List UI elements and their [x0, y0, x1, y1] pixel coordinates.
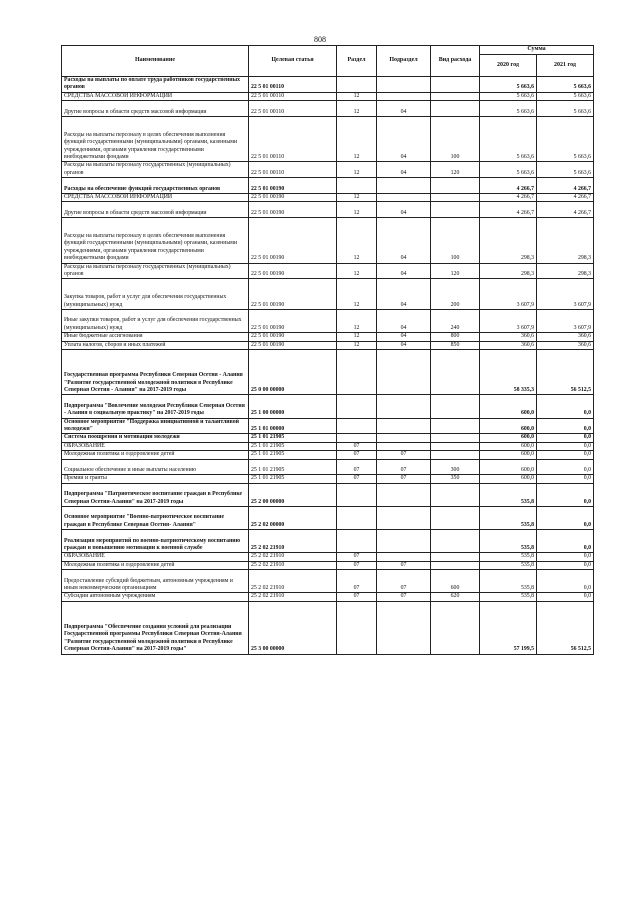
cell-subsection [377, 395, 431, 418]
cell-target: 22 5 01 00110 [249, 117, 337, 162]
cell-section: 07 [337, 442, 377, 450]
cell-expense-type: 300 [431, 459, 480, 475]
cell-subsection: 07 [377, 459, 431, 475]
cell-section [337, 350, 377, 395]
cell-name: ОБРАЗОВАНИЕ [62, 553, 249, 561]
cell-section: 07 [337, 570, 377, 593]
cell-subsection: 07 [377, 593, 431, 601]
cell-subsection: 04 [377, 333, 431, 341]
cell-expense-type [431, 434, 480, 442]
cell-2020: 5 663,6 [480, 117, 537, 162]
cell-section: 12 [337, 202, 377, 218]
header-section: Раздел [337, 46, 377, 77]
cell-2020: 4 266,7 [480, 202, 537, 218]
cell-target: 25 1 01 21905 [249, 459, 337, 475]
cell-2020: 3 607,9 [480, 310, 537, 333]
table-row [62, 601, 594, 654]
cell-2020: 600,0 [480, 451, 537, 459]
cell-name: Уплата налогов, сборов и иных платежей [62, 341, 249, 349]
cell-target: 25 2 02 21910 [249, 570, 337, 593]
cell-section: 12 [337, 263, 377, 279]
cell-2021: 0,0 [537, 459, 594, 475]
cell-2021: 0,0 [537, 570, 594, 593]
header-target: Целевая статья [249, 46, 337, 77]
cell-subsection: 04 [377, 117, 431, 162]
cell-expense-type [431, 92, 480, 100]
cell-section: 12 [337, 218, 377, 263]
table-row [62, 279, 594, 310]
cell-name: Расходы на выплаты персоналу государственных (муниципальных) органов [62, 162, 249, 178]
cell-2021: 4 266,7 [537, 178, 594, 194]
budget-table [61, 45, 594, 655]
cell-name: Подпрограмма "Патриотическое воспитание граждан в Республике Северная Осетия-Алания" на 2017-2019 годы [62, 483, 249, 506]
cell-subsection: 04 [377, 279, 431, 310]
table-row [62, 101, 594, 117]
cell-name: Расходы на обеспечение функций государственных органов [62, 178, 249, 194]
table-row [62, 483, 594, 506]
cell-2021: 5 663,6 [537, 162, 594, 178]
cell-target: 22 5 01 00190 [249, 218, 337, 263]
cell-target: 25 1 01 21905 [249, 475, 337, 483]
cell-expense-type: 800 [431, 333, 480, 341]
cell-2020: 57 199,5 [480, 601, 537, 654]
cell-target: 25 1 00 00000 [249, 395, 337, 418]
cell-subsection: 04 [377, 341, 431, 349]
cell-2020: 535,8 [480, 507, 537, 530]
table-row [62, 333, 594, 341]
cell-section: 12 [337, 92, 377, 100]
cell-2021: 56 512,5 [537, 601, 594, 654]
cell-2020: 58 335,3 [480, 350, 537, 395]
cell-expense-type: 850 [431, 341, 480, 349]
table-row [62, 530, 594, 553]
cell-2020: 360,6 [480, 341, 537, 349]
cell-expense-type: 100 [431, 218, 480, 263]
cell-subsection [377, 530, 431, 553]
cell-target: 25 0 00 00000 [249, 350, 337, 395]
cell-2020: 535,8 [480, 561, 537, 569]
cell-name: Расходы на выплаты по оплате труда работников государственных органов [62, 77, 249, 93]
cell-2020: 535,8 [480, 530, 537, 553]
table-row [62, 442, 594, 450]
cell-expense-type [431, 530, 480, 553]
cell-section: 12 [337, 341, 377, 349]
cell-2021: 360,6 [537, 341, 594, 349]
cell-section [337, 418, 377, 434]
cell-expense-type [431, 202, 480, 218]
cell-2021: 4 266,7 [537, 202, 594, 218]
cell-expense-type [431, 451, 480, 459]
cell-expense-type [431, 553, 480, 561]
cell-2021: 5 663,6 [537, 101, 594, 117]
cell-section [337, 601, 377, 654]
cell-expense-type: 100 [431, 117, 480, 162]
cell-expense-type [431, 601, 480, 654]
cell-name: Основное мероприятие "Поддержка инициативной и талантливой молодежи" [62, 418, 249, 434]
cell-subsection: 04 [377, 101, 431, 117]
cell-target: 25 2 02 21910 [249, 593, 337, 601]
cell-2021: 0,0 [537, 593, 594, 601]
cell-section: 12 [337, 101, 377, 117]
cell-target: 22 5 01 00110 [249, 162, 337, 178]
cell-2020: 5 663,6 [480, 92, 537, 100]
cell-subsection [377, 507, 431, 530]
cell-2020: 360,6 [480, 333, 537, 341]
cell-2021: 3 607,9 [537, 310, 594, 333]
cell-expense-type [431, 194, 480, 202]
table-row [62, 263, 594, 279]
cell-section: 12 [337, 333, 377, 341]
cell-expense-type: 120 [431, 263, 480, 279]
cell-section: 07 [337, 593, 377, 601]
cell-2020: 535,8 [480, 553, 537, 561]
header-expense-type: Вид расхода [431, 46, 480, 77]
cell-section: 07 [337, 561, 377, 569]
cell-section [337, 77, 377, 93]
cell-target: 25 2 02 21910 [249, 530, 337, 553]
cell-2020: 600,0 [480, 434, 537, 442]
cell-expense-type [431, 350, 480, 395]
cell-2020: 600,0 [480, 475, 537, 483]
page-number: 808 [314, 35, 326, 44]
cell-target: 25 2 00 00000 [249, 483, 337, 506]
cell-expense-type [431, 77, 480, 93]
table-row [62, 561, 594, 569]
table-row [62, 395, 594, 418]
table-row [62, 418, 594, 434]
cell-target: 22 5 01 00190 [249, 333, 337, 341]
cell-expense-type [431, 395, 480, 418]
cell-target: 25 1 01 21905 [249, 442, 337, 450]
cell-target: 22 5 01 00110 [249, 77, 337, 93]
table-row [62, 178, 594, 194]
cell-2021: 360,6 [537, 333, 594, 341]
cell-2020: 535,8 [480, 593, 537, 601]
cell-name: Иные бюджетные ассигнования [62, 333, 249, 341]
header-sum: Сумма [480, 46, 594, 55]
cell-2020: 5 663,6 [480, 101, 537, 117]
table-row [62, 507, 594, 530]
cell-target: 22 5 01 00190 [249, 263, 337, 279]
cell-expense-type: 600 [431, 570, 480, 593]
cell-2020: 535,8 [480, 570, 537, 593]
cell-name: Основное мероприятие "Военно-патриотическое воспитание граждан в Республике Северная Осетия- Алания" [62, 507, 249, 530]
cell-target: 25 2 02 21910 [249, 553, 337, 561]
cell-2021: 3 607,9 [537, 279, 594, 310]
cell-expense-type [431, 418, 480, 434]
cell-target: 25 1 01 21905 [249, 434, 337, 442]
cell-2020: 298,3 [480, 218, 537, 263]
table-body [62, 77, 594, 655]
cell-section [337, 395, 377, 418]
cell-target: 22 5 01 00190 [249, 202, 337, 218]
cell-2021: 0,0 [537, 418, 594, 434]
header-name: Наименование [62, 46, 249, 77]
table-row [62, 218, 594, 263]
cell-target: 25 2 02 00000 [249, 507, 337, 530]
cell-2020: 4 266,7 [480, 178, 537, 194]
cell-subsection [377, 77, 431, 93]
table-row [62, 117, 594, 162]
cell-2021: 0,0 [537, 475, 594, 483]
table-row [62, 570, 594, 593]
cell-name: Премии и гранты [62, 475, 249, 483]
cell-expense-type [431, 178, 480, 194]
cell-target: 25 1 01 00000 [249, 418, 337, 434]
cell-2020: 298,3 [480, 263, 537, 279]
table-header [62, 46, 594, 77]
header-subsection: Подраздел [377, 46, 431, 77]
table-row [62, 310, 594, 333]
cell-subsection [377, 483, 431, 506]
cell-2021: 0,0 [537, 530, 594, 553]
cell-subsection [377, 194, 431, 202]
cell-target: 22 5 01 00110 [249, 92, 337, 100]
cell-name: СРЕДСТВА МАССОВОЙ ИНФОРМАЦИИ [62, 92, 249, 100]
cell-subsection: 07 [377, 561, 431, 569]
cell-subsection [377, 434, 431, 442]
cell-name: Государственная программа Республики Северная Осетия - Алания "Развитие государственной молодежной политики в Республике Северная Осетия - Алания" на 2017-2019 годы [62, 350, 249, 395]
cell-expense-type [431, 561, 480, 569]
cell-2021: 0,0 [537, 395, 594, 418]
table-row [62, 593, 594, 601]
cell-name: СРЕДСТВА МАССОВОЙ ИНФОРМАЦИИ [62, 194, 249, 202]
cell-target: 25 2 02 21910 [249, 561, 337, 569]
cell-section: 07 [337, 553, 377, 561]
cell-section: 07 [337, 459, 377, 475]
cell-name: Закупка товаров, работ и услуг для обеспечения государственных (муниципальных) нужд [62, 279, 249, 310]
cell-2021: 0,0 [537, 442, 594, 450]
cell-2021: 0,0 [537, 507, 594, 530]
header-year-2021: 2021 год [537, 55, 594, 77]
cell-subsection [377, 601, 431, 654]
cell-name: Иные закупки товаров, работ и услуг для обеспечения государственных (муниципальных) нужд [62, 310, 249, 333]
cell-subsection [377, 178, 431, 194]
cell-2020: 4 266,7 [480, 194, 537, 202]
cell-2021: 4 266,7 [537, 194, 594, 202]
cell-2021: 5 663,6 [537, 117, 594, 162]
cell-name: Предоставление субсидий бюджетным, автономным учреждениям и иным некоммерческим организациям [62, 570, 249, 593]
cell-expense-type: 200 [431, 279, 480, 310]
cell-name: Реализация мероприятий по военно-патриотическому воспитанию граждан и повышению мотивации к военной службе [62, 530, 249, 553]
cell-section [337, 483, 377, 506]
table-row [62, 162, 594, 178]
cell-2021: 298,3 [537, 218, 594, 263]
table-row [62, 341, 594, 349]
cell-section: 12 [337, 310, 377, 333]
cell-2021: 5 663,6 [537, 77, 594, 93]
cell-subsection: 04 [377, 162, 431, 178]
cell-subsection [377, 418, 431, 434]
cell-section: 07 [337, 475, 377, 483]
cell-name: Расходы на выплаты персоналу государственных (муниципальных) органов [62, 263, 249, 279]
table-row [62, 459, 594, 475]
cell-2021: 0,0 [537, 553, 594, 561]
cell-expense-type: 120 [431, 162, 480, 178]
cell-subsection: 04 [377, 202, 431, 218]
cell-target: 25 1 01 21905 [249, 451, 337, 459]
cell-name: Молодежная политика и оздоровление детей [62, 561, 249, 569]
cell-target: 22 5 01 00190 [249, 310, 337, 333]
cell-name: Расходы на выплаты персоналу в целях обеспечения выполнения функций государственными (муниципальными) органами, казенными учреждениями, органами управления государственными внебюджетными фондами [62, 117, 249, 162]
cell-expense-type: 350 [431, 475, 480, 483]
cell-2021: 56 512,5 [537, 350, 594, 395]
cell-section: 07 [337, 451, 377, 459]
cell-2021: 5 663,6 [537, 92, 594, 100]
cell-subsection: 04 [377, 310, 431, 333]
cell-section [337, 530, 377, 553]
cell-name: Подпрограмма "Обеспечение создания условий для реализации Государственной программы Республики Северная Осетия-Алания "Развитие государственной молодежной политики в Республике Северная Осетия-Алания" на 2017-2019 годы" [62, 601, 249, 654]
cell-2020: 600,0 [480, 459, 537, 475]
cell-expense-type [431, 483, 480, 506]
cell-expense-type [431, 442, 480, 450]
table-row [62, 92, 594, 100]
cell-name: Подпрограмма "Вовлечение молодежи Республики Северная Осетия - Алания в социальную практику" на 2017-2019 годы [62, 395, 249, 418]
cell-subsection: 07 [377, 451, 431, 459]
cell-section [337, 178, 377, 194]
cell-section: 12 [337, 162, 377, 178]
cell-2021: 0,0 [537, 434, 594, 442]
cell-2020: 535,8 [480, 483, 537, 506]
cell-subsection [377, 553, 431, 561]
cell-subsection: 04 [377, 218, 431, 263]
cell-2020: 5 663,6 [480, 162, 537, 178]
cell-name: Другие вопросы в области средств массовой информации [62, 202, 249, 218]
table-row [62, 202, 594, 218]
cell-subsection [377, 92, 431, 100]
cell-name: Система поощрения и мотивации молодежи [62, 434, 249, 442]
table-row [62, 451, 594, 459]
cell-name: Социальное обеспечение и иные выплаты населению [62, 459, 249, 475]
cell-2020: 600,0 [480, 395, 537, 418]
table-row [62, 350, 594, 395]
cell-subsection [377, 350, 431, 395]
header-year-2020: 2020 год [480, 55, 537, 77]
cell-2021: 298,3 [537, 263, 594, 279]
cell-section: 12 [337, 194, 377, 202]
table-row [62, 194, 594, 202]
cell-expense-type [431, 101, 480, 117]
cell-target: 22 5 01 00190 [249, 178, 337, 194]
cell-2021: 0,0 [537, 451, 594, 459]
cell-target: 22 5 01 00190 [249, 194, 337, 202]
cell-section [337, 434, 377, 442]
cell-section: 12 [337, 279, 377, 310]
cell-2020: 600,0 [480, 442, 537, 450]
cell-2020: 600,0 [480, 418, 537, 434]
cell-name: Молодежная политика и оздоровление детей [62, 451, 249, 459]
cell-target: 25 3 00 00000 [249, 601, 337, 654]
table-row [62, 434, 594, 442]
table-row [62, 553, 594, 561]
cell-target: 22 5 01 00190 [249, 279, 337, 310]
cell-2021: 0,0 [537, 561, 594, 569]
cell-target: 22 5 01 00110 [249, 101, 337, 117]
cell-target: 22 5 01 00190 [249, 341, 337, 349]
cell-subsection: 07 [377, 570, 431, 593]
cell-2021: 0,0 [537, 483, 594, 506]
cell-subsection: 07 [377, 475, 431, 483]
cell-expense-type [431, 507, 480, 530]
cell-subsection: 04 [377, 263, 431, 279]
cell-section [337, 507, 377, 530]
cell-expense-type: 620 [431, 593, 480, 601]
cell-name: Другие вопросы в области средств массовой информации [62, 101, 249, 117]
cell-2020: 3 607,9 [480, 279, 537, 310]
cell-expense-type: 240 [431, 310, 480, 333]
cell-name: Расходы на выплаты персоналу в целях обеспечения выполнения функций государственными (муниципальными) органами, казенными учреждениями, органами управления государственными внебюджетными фондами [62, 218, 249, 263]
cell-section: 12 [337, 117, 377, 162]
cell-2020: 5 663,6 [480, 77, 537, 93]
cell-subsection [377, 442, 431, 450]
cell-name: ОБРАЗОВАНИЕ [62, 442, 249, 450]
table-row [62, 475, 594, 483]
cell-name: Субсидии автономным учреждениям [62, 593, 249, 601]
table-row [62, 77, 594, 93]
